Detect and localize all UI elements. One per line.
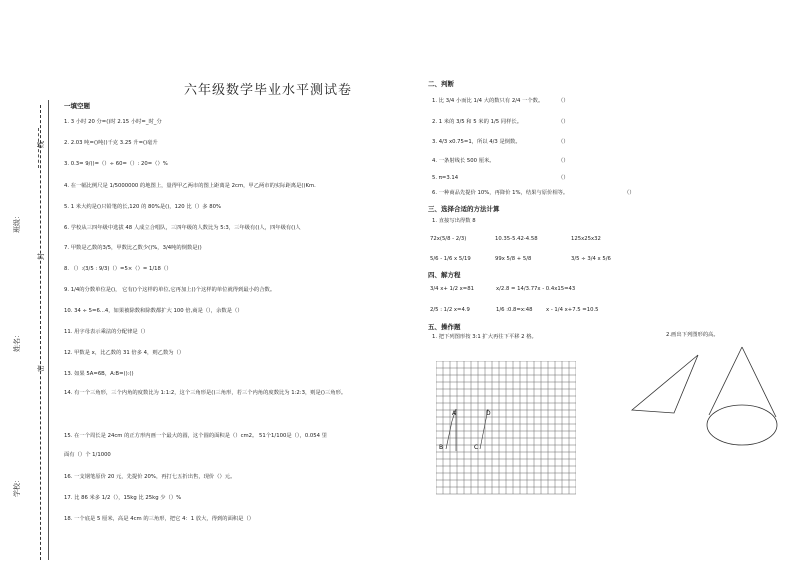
judge-5-mark: （） [558, 175, 569, 181]
question-14: 14. 有一个三角形，三个内角的度数比为 1:1:2，这个三角形是()三角形，若三个内角的度数比为 1:2:3，则是()三角形。 [64, 390, 347, 396]
triangle-figure [632, 355, 698, 413]
page-title: 六年级数学毕业水平测试卷 [184, 83, 353, 98]
operation-1: 1. 把下列图形按 3:1 扩大再往下平移 2 格。 [432, 334, 537, 340]
question-18: 18. 一个底是 5 厘米，高是 4cm 的三角形，把它 4：1 放大，得到的面积是（） [64, 516, 255, 522]
question-6: 6. 学校从三四年级中选拔 48 人成立合唱队，三四年级的人数比为 5:3，三年级有()人，四年级有()人 [64, 225, 301, 231]
calc-subtitle: 1. 直接写出得数 8 [432, 218, 476, 224]
school-label: 学校： [13, 476, 21, 497]
equation-5: 1/6 :0.8=x:48 [496, 307, 533, 313]
judge-3-mark: （） [558, 139, 569, 145]
grid-label-d: D [486, 410, 491, 417]
question-1: 1. 3 小时 20 分=()时 2.15 小时=_时_分 [64, 119, 162, 125]
question-13: 13. 如果 5A=6B，A:B=():() [64, 371, 134, 377]
height-figures [626, 345, 786, 455]
question-10: 10. 34 ÷ 5=6...4，如果被除数和除数都扩大 100 倍,商是（），余数是（） [64, 308, 243, 314]
grid-label-c: C [474, 444, 479, 451]
judge-2-mark: （） [558, 119, 569, 125]
section-calc: 三、选择合适的方法计算 [428, 205, 500, 213]
judge-2: 2. 1 米的 3/5 和 5 米的 1/5 同样长。 [432, 119, 522, 125]
question-9: 9. 1/4的分数单位是()， 它有()个这样的单位,它再加上()个这样的单位就得到最小的合数。 [64, 287, 276, 293]
question-16: 16. 一支钢笔原价 20 元，先提价 20%，再打七五折出售，现价（）元。 [64, 474, 236, 480]
question-15: 15. 在一个周长是 24cm 的正方形内画一个最大的圆，这个圆的面积是（）cm2。 51个1/100是（），0.054 里 [64, 433, 328, 439]
question-7: 7. 甲数是乙数的3/5，甲数比乙数少()%，3/4吨的倒数是() [64, 245, 202, 251]
section-equations: 四、解方程 [428, 271, 461, 279]
binding-dash-mark [38, 128, 39, 168]
question-5: 5. 1 米大约是()只铅笔的长,120 的 80%是()，120 比（）多 80% [64, 204, 221, 210]
question-11: 11. 用字母表示乘法的分配律是（） [64, 329, 149, 335]
section-fill-blank: 一填空题 [64, 102, 90, 110]
calc-2: 10.35-5.42-4.58 [495, 236, 538, 242]
question-3: 3. 0.3= 9/()=（）÷ 60=（）: 20=（）% [64, 161, 168, 167]
calc-3: 125x25x32 [571, 236, 601, 242]
equation-4: 2/5 : 1/2 x=4.9 [430, 307, 470, 313]
operation-2: 2.画出下列图形的高。 [666, 332, 719, 338]
judge-1: 1. 比 3/4 小而比 1/4 大的数只有 2/4 一个数。 [432, 98, 544, 104]
grid-label-a: A [452, 410, 457, 417]
judge-4-mark: （） [558, 158, 569, 164]
question-15-cont: 面有（）个 1/1000 [64, 452, 111, 458]
question-12: 12. 甲数是 x，比乙数的 31 倍多 4，则乙数为（） [64, 350, 185, 356]
section-operation: 五、操作题 [428, 323, 461, 331]
judge-5: 5. π=3.14 [432, 175, 459, 181]
binding-solid-line [48, 100, 49, 560]
judge-6-mark: （） [624, 190, 635, 196]
question-8: 8. （）:(3/5 : 9/3)（）=5×（）= 1/18（） [64, 266, 172, 272]
judge-3: 3. 4/3 x0.75=1，所以 4/3 是倒数。 [432, 139, 521, 145]
judge-4: 4. 一条射线长 500 厘米。 [432, 158, 495, 164]
question-17: 17. 比 86 米多 1/2（），15kg 比 25kg 少（）% [64, 495, 182, 501]
judge-6: 6. 一种商品先提价 10%，再降价 1%，结果与原价相等。 [432, 190, 569, 196]
equation-2: x/2.8 = 14/3.7 [496, 286, 535, 292]
name-label: 姓名： [13, 331, 21, 352]
grid-label-b: B [439, 444, 444, 451]
seal-char-seal: 封 [37, 253, 45, 260]
question-4: 4. 在一幅比例尺是 1/5000000 的地图上，量得甲乙两市的图上距离是 2cm，甲乙两市的实际距离是()Km. [64, 183, 316, 189]
calc-5: 99x 5/8 + 5/8 [495, 256, 532, 262]
seal-char-line: 线 [37, 141, 45, 148]
calc-6: 3/5 ÷ 3/4 x 5/6 [571, 256, 611, 262]
cone-figure [707, 347, 777, 445]
calc-1: 72x(5/8 - 2/3) [430, 236, 467, 242]
class-label: 班级： [13, 212, 21, 233]
judge-1-mark: （） [558, 98, 569, 104]
equation-6: x - 1/4 x+7.5 =10.5 [546, 307, 599, 313]
calc-4: 5/6 - 1/6 x 5/19 [430, 256, 471, 262]
seal-char-secret: 密 [37, 365, 45, 372]
section-judge: 二、判断 [428, 80, 454, 88]
question-2: 2. 2.03 吨=()吨()千克 3.25 升=()毫升 [64, 140, 158, 146]
equation-1: 3/4 x+ 1/2 x=81 [430, 286, 474, 292]
operation-grid [436, 361, 576, 497]
equation-3: 7x - 0.4x15=43 [534, 286, 576, 292]
binding-dashed-line [40, 105, 41, 560]
